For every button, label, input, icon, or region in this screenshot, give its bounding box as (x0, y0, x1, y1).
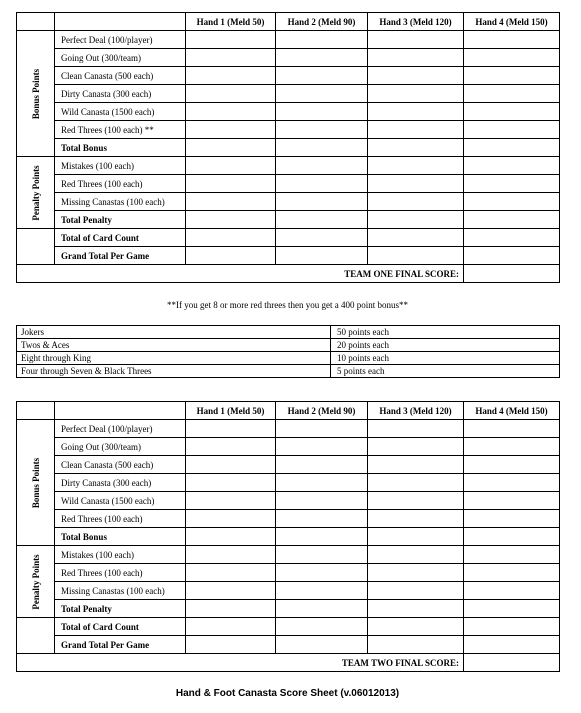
score-cell[interactable] (368, 49, 464, 67)
score-cell[interactable] (368, 175, 464, 193)
bonus-points-label: Bonus Points (30, 457, 41, 508)
final-score-row (17, 265, 560, 283)
table-row (17, 339, 560, 352)
table-row (17, 121, 560, 139)
score-cell[interactable] (368, 193, 464, 211)
score-cell[interactable] (464, 456, 560, 474)
score-cell[interactable] (368, 247, 464, 265)
score-cell[interactable] (368, 211, 464, 229)
score-cell[interactable] (464, 193, 560, 211)
score-cell[interactable] (276, 492, 368, 510)
table-row (17, 352, 560, 365)
score-cell[interactable] (464, 420, 560, 438)
table-row (17, 564, 560, 582)
penalty-points-label: Penalty Points (30, 164, 41, 221)
team-one-score-table (16, 12, 560, 283)
score-cell[interactable] (276, 247, 368, 265)
score-cell[interactable] (276, 175, 368, 193)
score-cell[interactable] (464, 546, 560, 564)
row-label: Red Threes (100 each) (55, 564, 186, 582)
row-label: Wild Canasta (1500 each) (55, 492, 186, 510)
bonus-section-label (17, 420, 55, 546)
row-label: Red Threes (100 each) (55, 175, 186, 193)
total-bonus-label: Total Bonus (55, 139, 186, 157)
row-label: Missing Canastas (100 each) (55, 582, 186, 600)
score-cell[interactable] (186, 175, 276, 193)
final-score-row (17, 654, 560, 672)
bonus-points-label: Bonus Points (30, 68, 41, 119)
table-row (17, 546, 560, 564)
score-cell[interactable] (186, 618, 276, 636)
score-cell[interactable] (368, 31, 464, 49)
grand-total-row (17, 247, 560, 265)
score-cell[interactable] (276, 636, 368, 654)
row-label: Red Threes (100 each) ** (55, 121, 186, 139)
total-penalty-label: Total Penalty (55, 600, 186, 618)
score-cell[interactable] (368, 474, 464, 492)
score-cell[interactable] (186, 546, 276, 564)
score-cell[interactable] (276, 85, 368, 103)
table-row (17, 157, 560, 175)
score-cell[interactable] (276, 103, 368, 121)
row-label: Perfect Deal (100/player) (55, 31, 186, 49)
bonus-section-label (17, 31, 55, 157)
score-cell[interactable] (368, 420, 464, 438)
table-row (17, 175, 560, 193)
total-bonus-row (17, 528, 560, 546)
row-label: Clean Canasta (500 each) (55, 67, 186, 85)
score-cell[interactable] (368, 600, 464, 618)
header-hand-3: Hand 3 (Meld 120) (368, 13, 464, 31)
score-cell[interactable] (368, 157, 464, 175)
score-cell[interactable] (464, 85, 560, 103)
header-hand-1: Hand 1 (Meld 50) (186, 402, 276, 420)
score-cell[interactable] (464, 175, 560, 193)
score-cell[interactable] (276, 600, 368, 618)
score-cell[interactable] (368, 510, 464, 528)
score-cell[interactable] (186, 492, 276, 510)
total-penalty-row (17, 600, 560, 618)
card-count-label: Total of Card Count (55, 229, 186, 247)
row-label: Wild Canasta (1500 each) (55, 103, 186, 121)
score-cell[interactable] (276, 582, 368, 600)
table-row (17, 510, 560, 528)
score-cell[interactable] (186, 103, 276, 121)
card-name: Twos & Aces (17, 339, 331, 352)
score-cell[interactable] (276, 139, 368, 157)
row-label: Red Threes (100 each) (55, 510, 186, 528)
score-cell[interactable] (464, 636, 560, 654)
score-cell[interactable] (464, 139, 560, 157)
header-hand-1: Hand 1 (Meld 50) (186, 13, 276, 31)
card-count-row (17, 618, 560, 636)
score-cell[interactable] (464, 582, 560, 600)
score-cell[interactable] (276, 193, 368, 211)
score-cell[interactable] (464, 492, 560, 510)
grand-total-label: Grand Total Per Game (55, 247, 186, 265)
table-row (17, 456, 560, 474)
team-two-score-table (16, 401, 560, 672)
score-cell[interactable] (186, 31, 276, 49)
header-hand-3: Hand 3 (Meld 120) (368, 402, 464, 420)
corner-cell (17, 13, 55, 31)
red-threes-footnote: **If you get 8 or more red threes then you get a 400 point bonus** (167, 300, 408, 310)
sheet-title-footer: Hand & Foot Canasta Score Sheet (v.06012013) (175, 688, 400, 699)
score-cell[interactable] (186, 157, 276, 175)
final-score-cell[interactable] (464, 265, 560, 283)
header-hand-2: Hand 2 (Meld 90) (276, 402, 368, 420)
score-cell[interactable] (186, 49, 276, 67)
card-count-label: Total of Card Count (55, 618, 186, 636)
score-cell[interactable] (368, 564, 464, 582)
table-row (17, 31, 560, 49)
score-cell[interactable] (276, 456, 368, 474)
table-row (17, 474, 560, 492)
score-cell[interactable] (276, 474, 368, 492)
score-cell[interactable] (276, 49, 368, 67)
score-cell[interactable] (368, 546, 464, 564)
row-label: Dirty Canasta (300 each) (55, 474, 186, 492)
card-count-row (17, 229, 560, 247)
score-cell[interactable] (186, 121, 276, 139)
row-label: Mistakes (100 each) (55, 157, 186, 175)
score-cell[interactable] (186, 510, 276, 528)
card-name: Jokers (17, 326, 331, 339)
score-cell[interactable] (276, 211, 368, 229)
score-cell[interactable] (368, 492, 464, 510)
score-cell[interactable] (464, 211, 560, 229)
score-cell[interactable] (276, 229, 368, 247)
score-cell[interactable] (186, 247, 276, 265)
row-label: Missing Canastas (100 each) (55, 193, 186, 211)
score-cell[interactable] (464, 121, 560, 139)
score-cell[interactable] (368, 121, 464, 139)
card-name: Eight through King (17, 352, 331, 365)
table-row (17, 193, 560, 211)
table-row (17, 67, 560, 85)
grand-total-label: Grand Total Per Game (55, 636, 186, 654)
score-cell[interactable] (368, 85, 464, 103)
score-cell[interactable] (464, 247, 560, 265)
score-cell[interactable] (186, 139, 276, 157)
score-cell[interactable] (186, 193, 276, 211)
score-cell[interactable] (368, 528, 464, 546)
score-cell[interactable] (464, 49, 560, 67)
card-name: Four through Seven & Black Threes (17, 365, 331, 378)
score-cell[interactable] (276, 618, 368, 636)
penalty-section-label (17, 157, 55, 229)
table-row (17, 49, 560, 67)
score-cell[interactable] (368, 139, 464, 157)
score-cell[interactable] (464, 157, 560, 175)
total-penalty-label: Total Penalty (55, 211, 186, 229)
score-cell[interactable] (464, 528, 560, 546)
score-cell[interactable] (464, 600, 560, 618)
total-bonus-row (17, 139, 560, 157)
score-cell[interactable] (186, 456, 276, 474)
score-cell[interactable] (368, 456, 464, 474)
score-cell[interactable] (186, 528, 276, 546)
header-hand-4: Hand 4 (Meld 150) (464, 402, 560, 420)
score-cell[interactable] (464, 618, 560, 636)
card-points: 20 points each (331, 339, 560, 352)
score-cell[interactable] (276, 420, 368, 438)
score-cell[interactable] (464, 438, 560, 456)
score-cell[interactable] (186, 582, 276, 600)
team-two-final-score-label: TEAM TWO FINAL SCORE: (17, 654, 464, 672)
score-cell[interactable] (464, 474, 560, 492)
table-row (17, 438, 560, 456)
score-cell[interactable] (276, 157, 368, 175)
card-points: 10 points each (331, 352, 560, 365)
card-values-table (16, 325, 560, 378)
score-cell[interactable] (368, 229, 464, 247)
score-cell[interactable] (464, 564, 560, 582)
score-cell[interactable] (186, 474, 276, 492)
penalty-points-label: Penalty Points (30, 553, 41, 610)
score-cell[interactable] (186, 420, 276, 438)
header-hand-4: Hand 4 (Meld 150) (464, 13, 560, 31)
score-cell[interactable] (186, 564, 276, 582)
score-cell[interactable] (464, 229, 560, 247)
score-cell[interactable] (276, 510, 368, 528)
row-label: Mistakes (100 each) (55, 546, 186, 564)
score-cell[interactable] (368, 618, 464, 636)
row-label: Dirty Canasta (300 each) (55, 85, 186, 103)
score-cell[interactable] (186, 85, 276, 103)
header-row (17, 13, 560, 31)
penalty-section-label (17, 546, 55, 618)
team-one-final-score-label: TEAM ONE FINAL SCORE: (17, 265, 464, 283)
score-cell[interactable] (186, 67, 276, 85)
score-cell[interactable] (464, 510, 560, 528)
table-row (17, 85, 560, 103)
header-hand-2: Hand 2 (Meld 90) (276, 13, 368, 31)
score-cell[interactable] (186, 438, 276, 456)
header-blank-cell (55, 402, 186, 420)
score-cell[interactable] (276, 564, 368, 582)
score-cell[interactable] (186, 211, 276, 229)
table-row (17, 103, 560, 121)
score-cell[interactable] (368, 582, 464, 600)
card-points: 5 points each (331, 365, 560, 378)
score-cell[interactable] (186, 229, 276, 247)
score-cell[interactable] (276, 528, 368, 546)
score-cell[interactable] (368, 67, 464, 85)
score-cell[interactable] (368, 636, 464, 654)
corner-cell (17, 402, 55, 420)
score-cell[interactable] (276, 121, 368, 139)
score-cell[interactable] (276, 438, 368, 456)
card-points: 50 points each (331, 326, 560, 339)
score-cell[interactable] (276, 31, 368, 49)
table-row (17, 326, 560, 339)
score-cell[interactable] (368, 103, 464, 121)
total-penalty-row (17, 211, 560, 229)
blank-side-cell (17, 618, 55, 654)
row-label: Clean Canasta (500 each) (55, 456, 186, 474)
score-cell[interactable] (464, 103, 560, 121)
score-cell[interactable] (464, 31, 560, 49)
score-cell[interactable] (464, 67, 560, 85)
score-cell[interactable] (276, 67, 368, 85)
header-blank-cell (55, 13, 186, 31)
score-cell[interactable] (368, 438, 464, 456)
grand-total-row (17, 636, 560, 654)
row-label: Perfect Deal (100/player) (55, 420, 186, 438)
row-label: Going Out (300/team) (55, 49, 186, 67)
table-row (17, 420, 560, 438)
table-row (17, 492, 560, 510)
final-score-cell[interactable] (464, 654, 560, 672)
table-row (17, 582, 560, 600)
header-row (17, 402, 560, 420)
row-label: Going Out (300/team) (55, 438, 186, 456)
table-row (17, 365, 560, 378)
blank-side-cell (17, 229, 55, 265)
score-cell[interactable] (276, 546, 368, 564)
total-bonus-label: Total Bonus (55, 528, 186, 546)
score-cell[interactable] (186, 600, 276, 618)
score-cell[interactable] (186, 636, 276, 654)
